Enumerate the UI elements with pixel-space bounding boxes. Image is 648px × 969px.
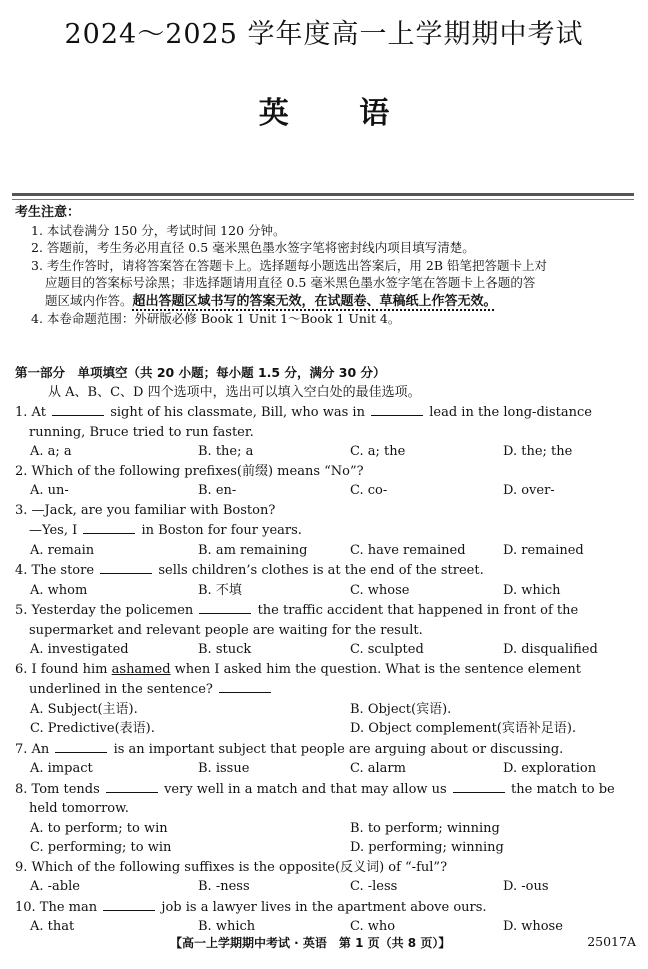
page-footer <box>0 934 648 954</box>
part-heading: 第一部分 单项填空（共 20 小题；每小题 1.5 分，满分 30 分） <box>15 365 386 380</box>
question-stem <box>15 560 637 581</box>
answer-blank[interactable] <box>219 679 271 693</box>
question-stem: 9. Which of the following suffixes is the opposite(反义词) of “-ful”? <box>15 859 448 875</box>
option-d[interactable]: D. the; the <box>503 444 573 459</box>
question-stem: 3. —Jack, are you familiar with Boston? <box>15 502 276 518</box>
option-c[interactable]: C. sculpted <box>350 642 424 657</box>
question-stem <box>15 897 637 918</box>
option-c[interactable]: C. alarm <box>350 761 406 776</box>
option-b[interactable]: B. the; a <box>198 444 254 459</box>
stem-text: in Boston for four years. <box>141 523 302 538</box>
option-row <box>15 581 637 601</box>
stem-continuation: held tomorrow. <box>29 801 129 816</box>
question-stem <box>15 739 637 760</box>
notice-item: 1. 本试卷满分 150 分，考试时间 120 分钟。 <box>31 222 286 238</box>
option-c[interactable]: C. performing; to win <box>30 840 172 855</box>
exam-title: 2024～2025 学年度高一上学期期中考试 <box>64 19 584 50</box>
notice-item-text: 题区域内作答。 <box>45 292 133 308</box>
stem-text: 5. Yesterday the policemen <box>15 603 194 618</box>
stem-continuation <box>15 679 637 700</box>
notice-item: 3. 考生作答时，请将答案答在答题卡上。选择题每小题选出答案后，用 2B 铅笔把答题卡上对 <box>31 257 547 273</box>
question-stem <box>15 779 637 800</box>
option-d[interactable]: D. -ous <box>503 879 549 894</box>
option-d[interactable]: D. remained <box>503 542 584 558</box>
footer-page-info: 【高一上学期期中考试 · 英语 第 1 页（共 8 页）】 <box>170 936 451 950</box>
stem-text: —Yes, I <box>29 523 78 538</box>
subject-title: 英 语 <box>258 96 390 131</box>
answer-blank[interactable] <box>100 560 152 574</box>
option-b[interactable]: B. to perform; winning <box>350 820 500 836</box>
question-4 <box>15 560 637 600</box>
option-c[interactable]: C. who <box>350 919 396 934</box>
part-one <box>15 363 640 402</box>
option-row <box>15 541 637 561</box>
answer-blank[interactable] <box>371 402 423 416</box>
stem-text: lead in the long-distance <box>429 405 592 420</box>
option-b[interactable]: B. Object(宾语). <box>350 701 452 717</box>
stem-text: 1. At <box>15 405 46 420</box>
stem-text: 8. Tom tends <box>15 781 100 797</box>
answer-blank[interactable] <box>199 600 251 614</box>
candidate-notice <box>15 204 640 328</box>
question-10 <box>15 897 637 937</box>
stem-continuation: supermarket and relevant people are waiting for the result. <box>29 622 423 638</box>
stem-text: is an important subject that people are arguing about or discussing. <box>113 741 564 757</box>
question-7 <box>15 739 637 779</box>
option-b[interactable]: B. en- <box>198 483 237 498</box>
stem-text: very well in a match and that may allow us <box>164 781 447 797</box>
notice-item-continuation: 应题目的答案标号涂黑；非选择题请用直径 0.5 毫米黑色墨水签字笔在答题卡上各题的答 <box>45 275 536 290</box>
option-d[interactable]: D. which <box>503 582 561 598</box>
option-c[interactable]: C. have remained <box>350 542 466 558</box>
answer-blank[interactable] <box>106 779 158 793</box>
option-row <box>15 442 637 462</box>
option-row <box>15 700 637 720</box>
option-b[interactable]: B. issue <box>198 761 250 776</box>
option-d[interactable]: D. over- <box>503 483 555 498</box>
option-c[interactable]: C. a; the <box>350 444 406 459</box>
part-direction: 从 A、B、C、D 四个选项中，选出可以填入空白处的最佳选项。 <box>48 384 421 400</box>
option-d[interactable]: D. disqualified <box>503 642 598 657</box>
option-c[interactable]: C. co- <box>350 483 388 498</box>
option-a[interactable]: A. -able <box>30 879 80 894</box>
header-divider-thin <box>12 199 634 200</box>
option-b[interactable]: B. -ness <box>198 879 250 894</box>
option-row <box>15 838 637 858</box>
stem-continuation: running, Bruce tried to run faster. <box>29 424 254 440</box>
option-d[interactable]: D. whose <box>503 919 563 934</box>
underlined-word: ashamed <box>111 661 171 677</box>
option-row <box>15 877 637 897</box>
option-a[interactable]: A. whom <box>30 582 88 598</box>
answer-blank[interactable] <box>83 520 135 534</box>
option-row <box>15 719 637 739</box>
stem-text: sells children’s clothes is at the end of the street. <box>158 563 484 578</box>
question-2 <box>15 462 637 501</box>
answer-blank[interactable] <box>103 897 155 911</box>
question-3 <box>15 501 637 561</box>
question-6 <box>15 660 637 739</box>
option-row <box>15 481 637 501</box>
option-b[interactable]: B. stuck <box>198 642 252 657</box>
option-b[interactable]: B. which <box>198 919 256 934</box>
option-c[interactable]: C. -less <box>350 879 398 894</box>
stem-text: 4. The store <box>15 563 95 578</box>
option-a[interactable]: A. to perform; to win <box>30 820 168 836</box>
option-d[interactable]: D. Object complement(宾语补足语). <box>350 721 577 736</box>
answer-blank[interactable] <box>52 402 104 416</box>
question-stem <box>15 660 637 680</box>
question-list <box>15 402 637 937</box>
question-5 <box>15 600 637 660</box>
option-c[interactable]: C. whose <box>350 582 410 598</box>
option-d[interactable]: D. exploration <box>503 761 597 776</box>
option-a[interactable]: A. remain <box>30 542 95 558</box>
question-9 <box>15 858 637 897</box>
option-row <box>15 640 637 660</box>
footer-code: 25017A <box>587 934 636 949</box>
option-a[interactable]: A. a; a <box>30 444 72 459</box>
option-c[interactable]: C. Predictive(表语). <box>30 721 155 736</box>
question-stem <box>15 402 637 423</box>
stem-text: the match to be <box>511 781 615 797</box>
question-8 <box>15 779 637 858</box>
notice-item: 2. 答题前，考生务必用直径 0.5 毫米黑色墨水签字笔将密封线内项目填写清楚。 <box>31 240 475 255</box>
option-row <box>15 759 637 779</box>
option-b[interactable]: B. 不填 <box>198 582 242 598</box>
notice-heading: 考生注意： <box>15 205 81 220</box>
option-a[interactable]: A. un- <box>30 483 69 498</box>
stem-text: underlined in the sentence? <box>29 682 213 697</box>
stem-text: the traffic accident that happened in front of the <box>257 603 579 618</box>
answer-blank[interactable] <box>55 739 107 753</box>
option-a[interactable]: A. Subject(主语). <box>30 701 138 717</box>
stem-text: 10. The man <box>15 899 98 915</box>
question-dialogue-line <box>15 520 637 541</box>
answer-blank[interactable] <box>453 779 505 793</box>
option-a[interactable]: A. that <box>30 919 75 934</box>
option-row <box>15 819 637 839</box>
option-d[interactable]: D. performing; winning <box>350 840 504 855</box>
option-a[interactable]: A. impact <box>30 761 93 776</box>
option-b[interactable]: B. am remaining <box>198 542 308 558</box>
stem-text: when I asked him the question. What is the sentence element <box>174 661 581 677</box>
question-stem <box>15 600 637 621</box>
question-1 <box>15 402 637 462</box>
question-stem: 2. Which of the following prefixes(前缀) means “No”? <box>15 463 364 479</box>
stem-text: sight of his classmate, Bill, who was in <box>110 405 365 420</box>
header-divider-thick <box>12 193 634 196</box>
notice-item-continuation <box>15 292 640 311</box>
option-a[interactable]: A. investigated <box>30 642 129 657</box>
stem-text: job is a lawyer lives in the apartment above ours. <box>161 899 487 915</box>
stem-text: 7. An <box>15 741 50 757</box>
notice-emphasis: 超出答题区域书写的答案无效，在试题卷、草稿纸上作答无效。 <box>132 293 497 309</box>
stem-text: 6. I found him <box>15 661 108 677</box>
notice-item: 4. 本卷命题范围：外研版必修 Book 1 Unit 1～Book 1 Unit 4。 <box>31 311 401 326</box>
